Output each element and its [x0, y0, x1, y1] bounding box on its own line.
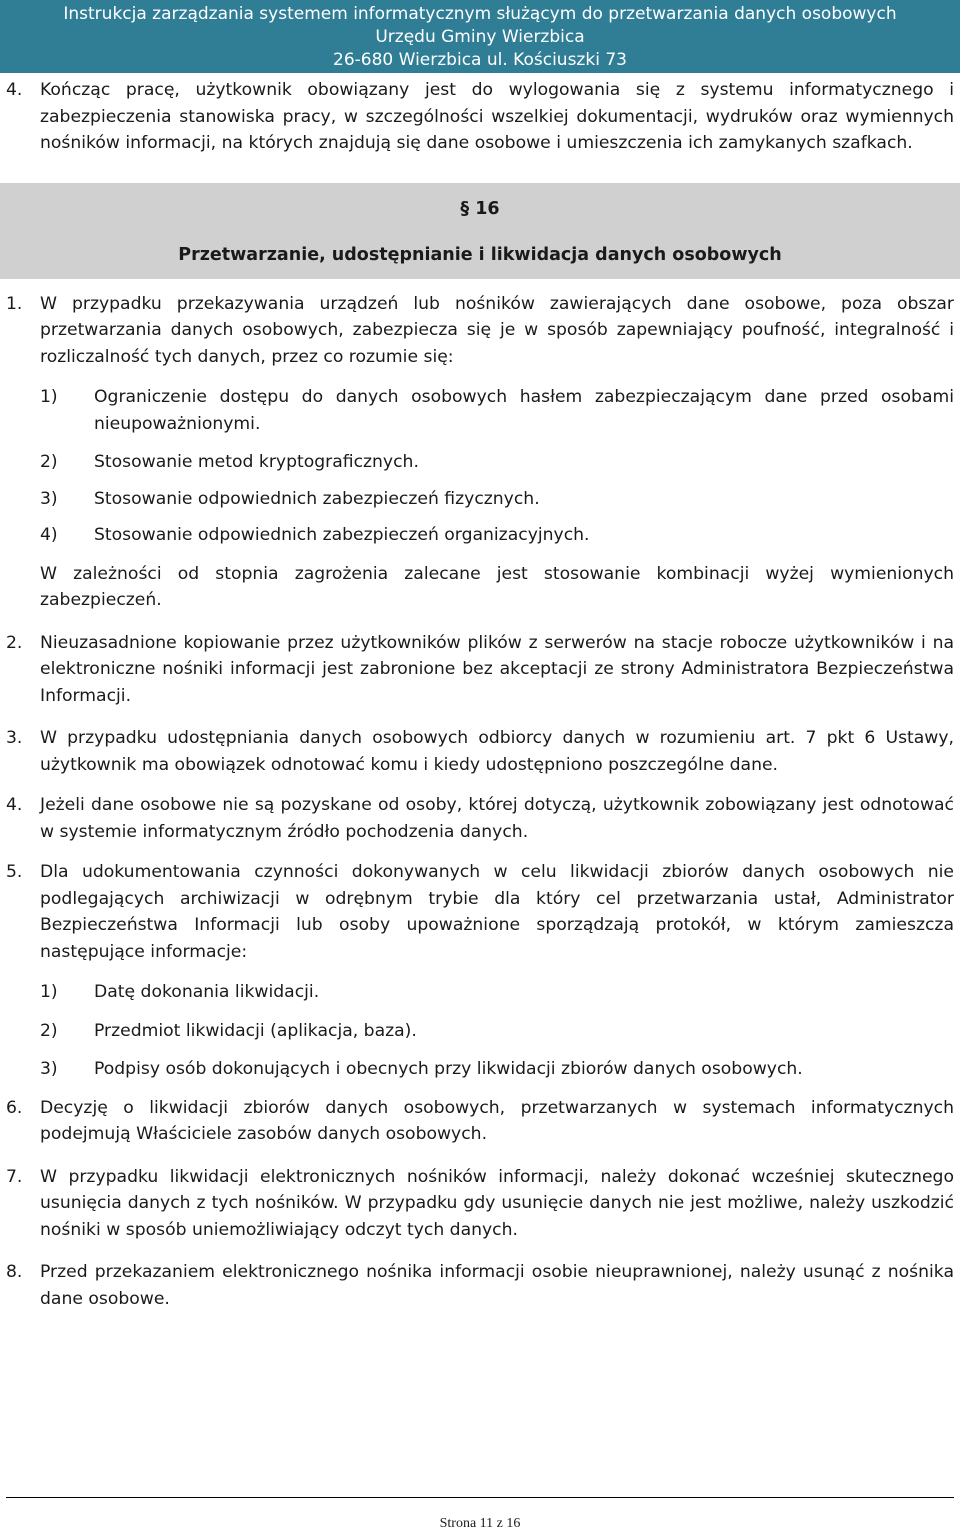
list-text: Podpisy osób dokonujących i obecnych przy likwidacji zbiorów danych osobowych. — [94, 1059, 803, 1079]
paragraph-5 — [6, 859, 954, 965]
header-title: Instrukcja zarządzania systemem informatycznym służącym do przetwarzania danych osobowych — [63, 4, 897, 24]
paragraph-number: 4. — [6, 795, 23, 815]
document-body — [0, 73, 960, 1312]
list-number: 3) — [40, 488, 58, 509]
paragraph-number: 1. — [6, 293, 23, 314]
list-number: 1) — [40, 982, 58, 1002]
list-number: 2) — [40, 452, 58, 472]
footer-divider — [6, 1497, 954, 1498]
section-title: Przetwarzanie, udostępnianie i likwidacja danych osobowych — [178, 244, 782, 265]
paragraph-text: Nieuzasadnione kopiowanie przez użytkowników plików z serwerów na stacje robocze użytkowników i na elektroniczne nośniki informacji jest zabronione bez akceptacji ze strony Administratora Bezpieczeństwa Informacji. — [40, 632, 954, 706]
list-number: 1) — [40, 387, 58, 407]
paragraph-8 — [6, 1259, 954, 1312]
list-text: Datę dokonania likwidacji. — [94, 982, 320, 1002]
paragraph-6 — [6, 1095, 954, 1148]
paragraph-7 — [6, 1164, 954, 1244]
list-item — [6, 486, 954, 513]
paragraph-text: Przed przekazaniem elektronicznego nośnika informacji osobie nieuprawnionej, należy usunąć z nośnika dane osobowe. — [40, 1262, 954, 1309]
paragraph-text: W przypadku udostępniania danych osobowych odbiorcy danych w rozumieniu art. 7 pkt 6 Ustawy, użytkownik ma obowiązek odnotować komu i kiedy udostępniono poszczególne dane. — [40, 728, 954, 775]
paragraph-number: 6. — [6, 1097, 23, 1118]
paragraph-note: W zależności od stopnia zagrożenia zalecane jest stosowanie kombinacji wyżej wymienionych zabezpieczeń. — [40, 563, 954, 610]
paragraph-text: Dla udokumentowania czynności dokonywanych w celu likwidacji zbiorów danych osobowych nie podlegających archiwizacji w odrębnym trybie dla który cel przetwarzania ustał, Administrator Bezpieczeństwa Informacji lub osoby upoważnione sporządzają protokół, w którym zamieszcza następujące informacje: — [40, 862, 954, 962]
list-item — [6, 384, 954, 437]
page-number: Strona 11 z 16 — [439, 1516, 521, 1531]
document-header — [0, 0, 960, 73]
paragraph-number: 7. — [6, 1166, 23, 1187]
paragraph-2 — [6, 630, 954, 710]
list-item — [6, 449, 954, 476]
paragraph-number: 8. — [6, 1262, 23, 1282]
list-item — [6, 1018, 954, 1045]
section-heading — [0, 183, 960, 279]
list-item — [6, 1056, 954, 1083]
header-office: Urzędu Gminy Wierzbica — [375, 27, 585, 47]
list-text: Stosowanie metod kryptograficznych. — [94, 452, 419, 472]
list-text: Przedmiot likwidacji (aplikacja, baza). — [94, 1020, 417, 1041]
list-item — [6, 522, 954, 549]
paragraph-number: 3. — [6, 728, 23, 748]
paragraph-number: 2. — [6, 632, 23, 653]
paragraph-1 — [6, 291, 954, 371]
paragraph-number: 5. — [6, 862, 23, 882]
paragraph-number: 4. — [6, 80, 23, 100]
paragraph-text: W przypadku przekazywania urządzeń lub nośników zawierających dane osobowe, poza obszar przetwarzania danych osobowych, zabezpiecza się je w sposób zapewniający poufność, integralność i rozliczalność tych danych, przez co rozumie się: — [40, 293, 954, 367]
paragraph-text: Decyzję o likwidacji zbiorów danych osobowych, przetwarzanych w systemach informatycznych podejmują Właściciele zasobów danych osobowych. — [40, 1097, 954, 1144]
paragraph-3 — [6, 725, 954, 778]
list-number: 2) — [40, 1020, 58, 1041]
list-text: Stosowanie odpowiednich zabezpieczeń fizycznych. — [94, 488, 540, 509]
list-number: 3) — [40, 1059, 58, 1079]
paragraph-text: Kończąc pracę, użytkownik obowiązany jest do wylogowania się z systemu informatycznego i zabezpieczenia stanowiska pracy, w szczególności wszelkiej dokumentacji, wydruków oraz wymiennych nośników informacji, na których znajdują się dane osobowe i umieszczenia ich zamykanych szafkach. — [40, 80, 954, 153]
header-address: 26-680 Wierzbica ul. Kościuszki 73 — [333, 50, 627, 70]
section-symbol: § 16 — [460, 198, 500, 219]
list-number: 4) — [40, 525, 58, 545]
paragraph-text: Jeżeli dane osobowe nie są pozyskane od osoby, której dotyczą, użytkownik zobowiązany jest odnotować w systemie informatycznym źródło pochodzenia danych. — [40, 795, 954, 842]
paragraph-intro-4 — [6, 77, 954, 157]
paragraph-text: W przypadku likwidacji elektronicznych nośników informacji, należy dokonać wcześniej skutecznego usunięcia danych z tych nośników. W przypadku gdy usunięcie danych nie jest możliwe, należy uszkodzić nośniki w sposób uniemożliwiający odczyt tych danych. — [40, 1166, 954, 1240]
list-item — [6, 979, 954, 1006]
list-text: Stosowanie odpowiednich zabezpieczeń organizacyjnych. — [94, 525, 590, 545]
paragraph-4 — [6, 792, 954, 845]
list-text: Ograniczenie dostępu do danych osobowych hasłem zabezpieczającym dane przed osobami nieupoważnionymi. — [94, 387, 954, 434]
